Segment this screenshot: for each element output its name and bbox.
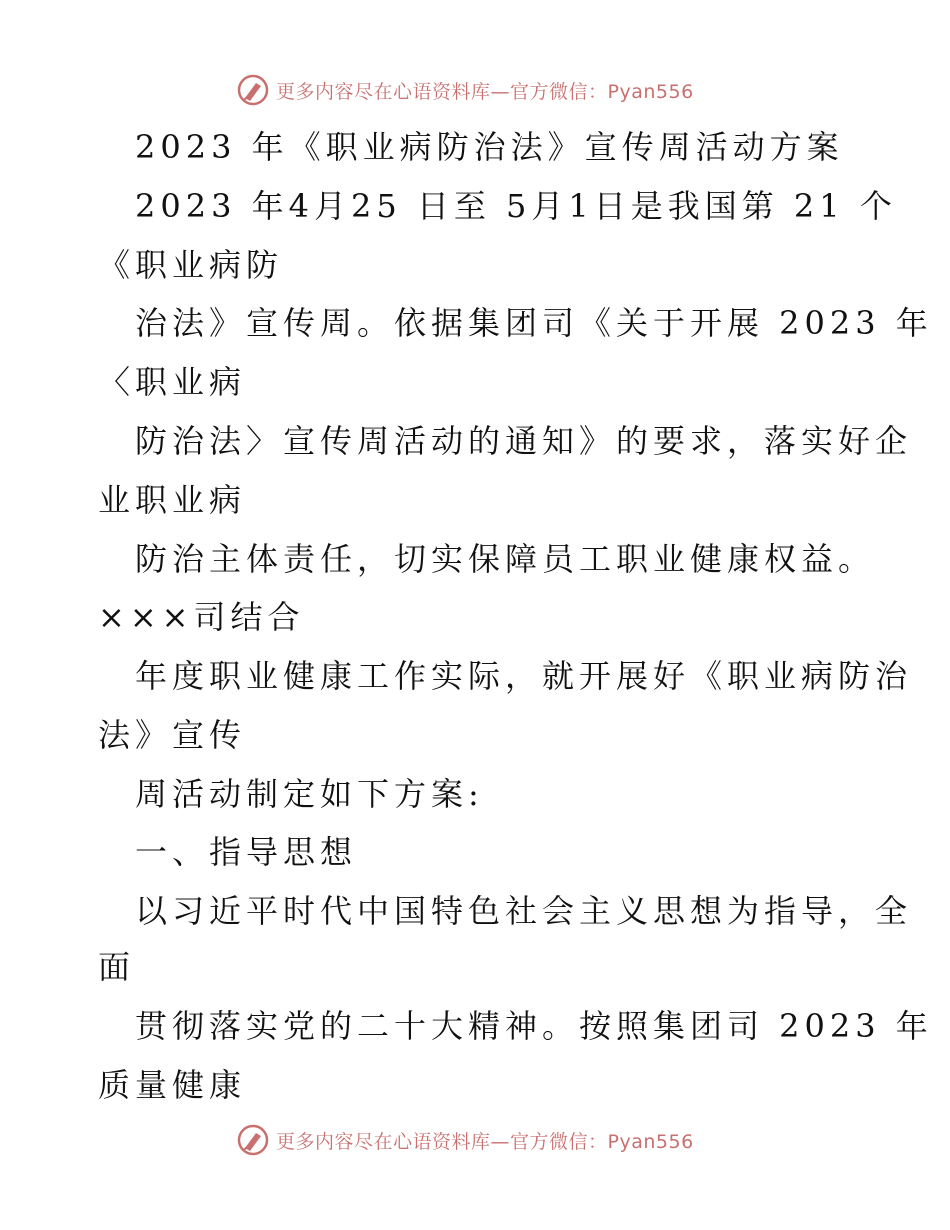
paragraph-line: 治法》宣传周。依据集团司《关于开展 2023 年 xyxy=(135,304,933,342)
pen-nib-logo-icon xyxy=(236,73,270,107)
watermark-banner-bottom xyxy=(236,1122,694,1158)
section-heading: 一、指导思想 xyxy=(135,833,358,871)
paragraph-line: 年度职业健康工作实际，就开展好《职业病防治 xyxy=(135,657,913,695)
pen-nib-logo-icon xyxy=(236,1123,270,1157)
paragraph-line: 防治法〉宣传周活动的通知》的要求，落实好企 xyxy=(135,422,913,460)
paragraph-line: 贯彻落实党的二十大精神。按照集团司 2023 年 xyxy=(135,1007,933,1045)
watermark-text: 更多内容尽在心语资料库—官方微信：Pyan556 xyxy=(276,1130,694,1153)
paragraph-line: 《职业病防 xyxy=(98,246,284,284)
paragraph-line: 业职业病 xyxy=(98,481,247,519)
watermark-banner-top xyxy=(236,72,694,108)
paragraph-line: 质量健康 xyxy=(98,1066,247,1104)
paragraph-line: 防治主体责任，切实保障员工职业健康权益。 xyxy=(135,540,876,578)
paragraph-line: ×××司结合 xyxy=(98,598,305,636)
paragraph-line: 以习近平时代中国特色社会主义思想为指导，全 xyxy=(135,892,913,930)
paragraph-line: 周活动制定如下方案: xyxy=(135,775,484,813)
watermark-text: 更多内容尽在心语资料库—官方微信：Pyan556 xyxy=(276,80,694,103)
paragraph-line: 法》宣传 xyxy=(98,716,247,754)
paragraph-line: 2023 年4月25 日至 5月1日是我国第 21 个 xyxy=(135,187,897,225)
paragraph-line: 面 xyxy=(98,948,136,986)
document-title: 2023 年《职业病防治法》宣传周活动方案 xyxy=(135,128,844,166)
paragraph-line: 〈职业病 xyxy=(98,363,247,401)
